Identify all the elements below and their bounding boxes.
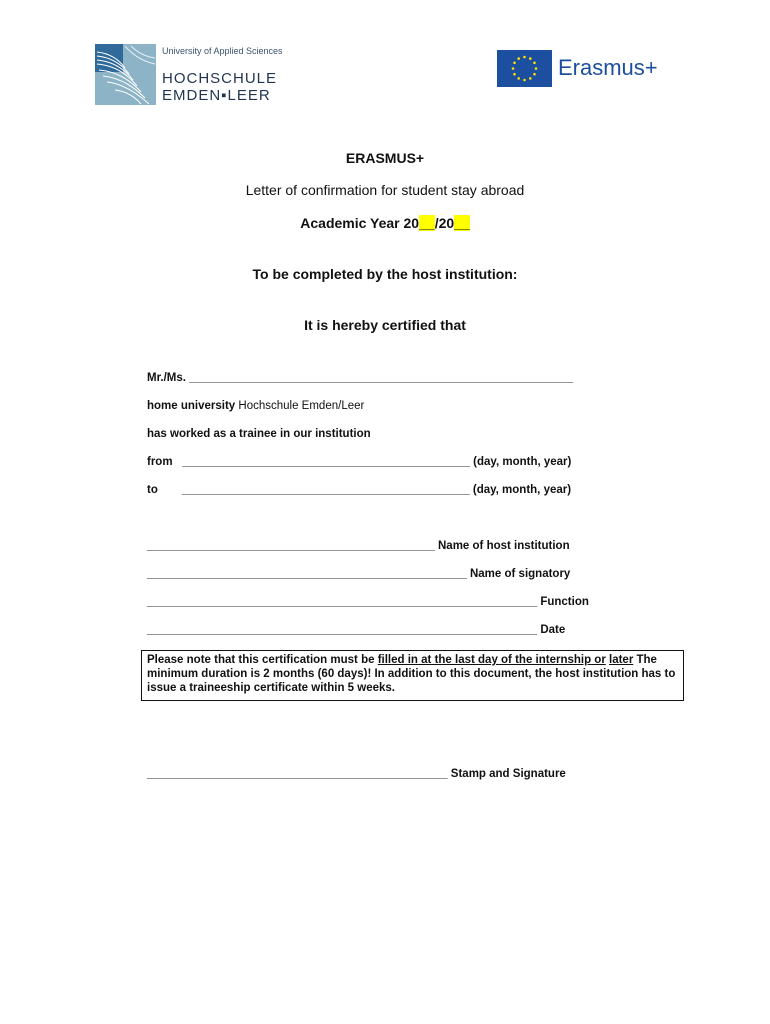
document-title: ERASMUS+ xyxy=(345,150,425,166)
to-date-blank: _____________________________________________ (day, month, year) xyxy=(181,484,572,496)
document-subtitle: Letter of confirmation for student stay abroad xyxy=(245,182,525,198)
home-university-label: home university xyxy=(147,400,236,412)
to-date-line xyxy=(147,484,571,496)
home-university-value: Hochschule Emden/Leer xyxy=(235,400,365,412)
worked-statement: has worked as a trainee in our institution xyxy=(147,428,371,440)
function-line: _____________________________________________________________ Function xyxy=(147,596,589,608)
from-date-blank: _____________________________________________ (day, month, year) xyxy=(182,456,572,468)
notice-underlined-2: later xyxy=(609,654,634,666)
from-label: from xyxy=(147,456,173,468)
date-line: _____________________________________________________________ Date xyxy=(147,624,566,636)
name-field-line: Mr./Ms. ____________________________________________________________ xyxy=(147,372,573,384)
certified-heading: It is hereby certified that xyxy=(304,317,466,333)
year-blank-end: __ xyxy=(454,215,470,231)
erasmus-wordmark: Erasmus+ xyxy=(558,55,658,80)
notice-text-start: Please note that this certification must be xyxy=(147,654,378,666)
notice-text-end: The minimum duration is 2 months (60 days)! In addition to this document, the host institution has to issue a traineeship certificate within 5 weeks. xyxy=(147,654,676,694)
academic-year xyxy=(0,215,770,231)
logo-name-line1: HOCHSCHULE xyxy=(162,70,278,87)
from-date-line xyxy=(147,456,571,468)
academic-year-prefix: Academic Year 20 xyxy=(300,215,420,231)
eu-flag-icon xyxy=(497,50,552,87)
logo-name-line2: EMDEN▪LEER xyxy=(162,87,271,104)
to-label: to xyxy=(147,484,158,496)
notice-box xyxy=(141,650,684,701)
erasmus-logo xyxy=(497,50,687,88)
host-institution-name-line: _____________________________________________ Name of host institution xyxy=(147,540,570,552)
academic-year-separator: /20 xyxy=(434,215,455,231)
host-institution-heading: To be completed by the host institution: xyxy=(252,266,518,282)
hochschule-wave-logo-icon xyxy=(95,44,156,105)
stamp-signature-line: _______________________________________________ Stamp and Signature xyxy=(147,768,566,780)
year-blank-start: __ xyxy=(419,215,435,231)
hochschule-logo xyxy=(95,44,295,106)
logo-tagline: University of Applied Sciences xyxy=(162,46,283,56)
signatory-name-line: __________________________________________________ Name of signatory xyxy=(147,568,571,580)
home-university-line xyxy=(147,400,364,412)
notice-underlined-1: filled in at the last day of the internship or xyxy=(377,654,606,666)
